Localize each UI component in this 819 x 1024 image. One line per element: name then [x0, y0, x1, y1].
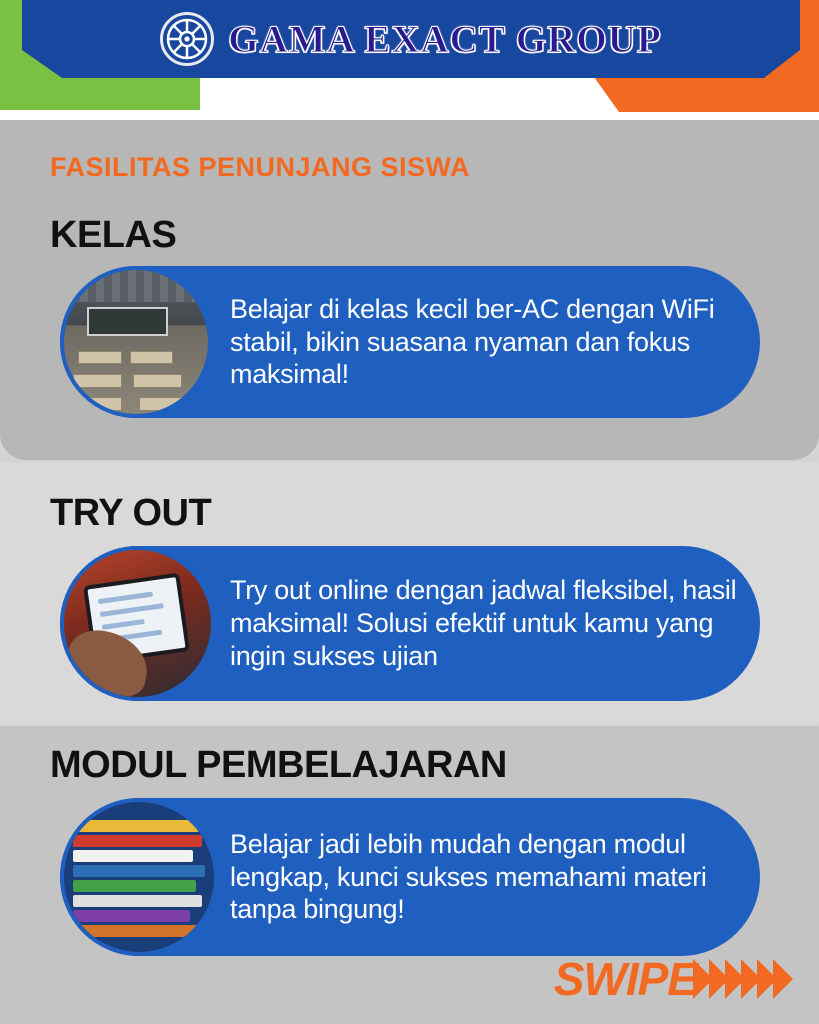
card-text-modul: Belajar jadi lebih mudah dengan modul lengkap, kunci sukses memahami materi tanpa bingung!: [230, 828, 707, 925]
page-header: [0, 0, 819, 120]
tablet-online-test-photo: [60, 546, 215, 701]
swipe-label: SWIPE: [553, 953, 697, 1005]
swipe-indicator[interactable]: [554, 952, 793, 1006]
card-text-try-out: Try out online dengan jadwal fleksibel, hasil maksimal! Solusi efektif untuk kamu yang ingin sukses ujian: [230, 575, 737, 671]
item-title-modul: MODUL PEMBELAJARAN: [50, 744, 507, 786]
item-title-try-out: TRY OUT: [50, 492, 212, 534]
brand-title: GAMA EXACT GROUP: [228, 17, 662, 61]
item-title-kelas: KELAS: [50, 214, 177, 256]
card-text-kelas: Belajar di kelas kecil ber-AC dengan WiFi stabil, bikin suasana nyaman dan fokus maksimal!: [230, 293, 715, 390]
chevron-right-icon: [773, 959, 793, 999]
books-stack-photo: [60, 798, 218, 956]
section-heading: FASILITAS PENUNJANG SISWA: [50, 152, 471, 182]
classroom-photo: [60, 266, 212, 418]
ship-wheel-icon: [160, 12, 214, 66]
brand-lockup: [22, 0, 800, 78]
